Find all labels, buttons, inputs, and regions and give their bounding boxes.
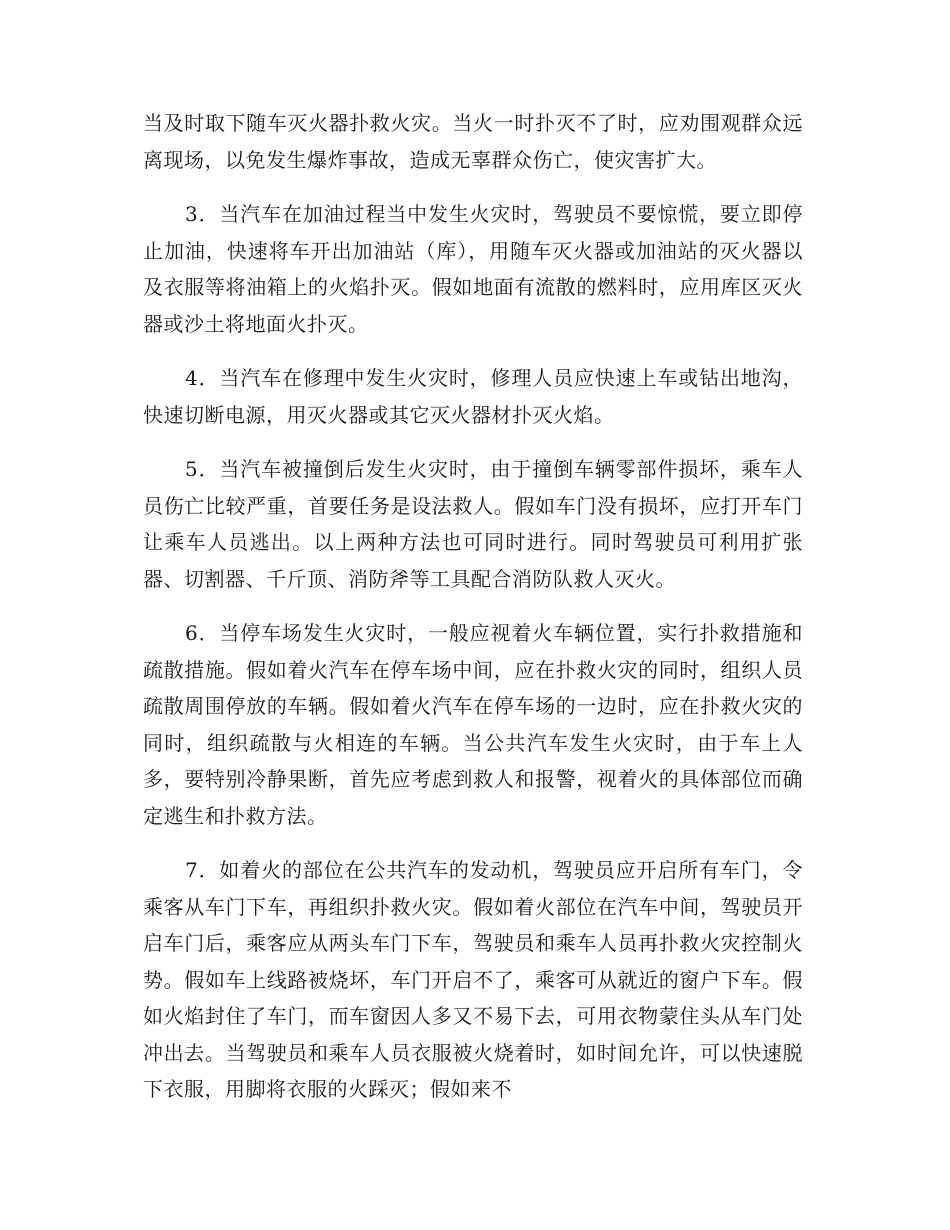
paragraph-item-6: 6．当停车场发生火灾时，一般应视着火车辆位置，实行扑救措施和疏散措施。假如着火汽车在停车场中间，应在扑救火灾的同时，组织人员疏散周围停放的车辆。假如着火汽车在停车场的一边时，应在扑救火灾的同时，组织疏散与火相连的车辆。当公共汽车发生火灾时，由于车上人多，要特别冷静果断，首先应考虑到救人和报警，视着火的具体部位而确定逃生和扑救方法。 (143, 621, 803, 828)
paragraph-item-4: 4．当汽车在修理中发生火灾时，修理人员应快速上车或钻出地沟，快速切断电源，用灭火器或其它灭火器材扑灭火焰。 (143, 366, 803, 427)
paragraph-item-7: 7．如着火的部位在公共汽车的发动机，驾驶员应开启所有车门，令乘客从车门下车，再组织扑救火灾。假如着火部位在汽车中间，驾驶员开启车门后，乘客应从两头车门下车，驾驶员和乘车人员再扑救火灾控制火势。假如车上线路被烧坏，车门开启不了，乘客可从就近的窗户下车。假如火焰封住了车门，而车窗因人多又不易下去，可用衣物蒙住头从车门处冲出去。当驾驶员和乘车人员衣服被火烧着时，如时间允许，可以快速脱下衣服，用脚将衣服的火踩灭；假如来不 (143, 858, 803, 1101)
paragraph-continuation: 当及时取下随车灭火器扑救火灾。当火一时扑灭不了时，应劝围观群众远离现场，以免发生爆炸事故，造成无辜群众伤亡，使灾害扩大。 (143, 111, 803, 172)
paragraph-item-3: 3．当汽车在加油过程当中发生火灾时，驾驶员不要惊慌，要立即停止加油，快速将车开出加油站（库），用随车灭火器或加油站的灭火器以及衣服等将油箱上的火焰扑灭。假如地面有流散的燃料时，应用库区灭火器或沙土将地面火扑灭。 (143, 202, 803, 336)
document-body (143, 105, 803, 1126)
paragraph-item-5: 5．当汽车被撞倒后发生火灾时，由于撞倒车辆零部件损坏，乘车人员伤亡比较严重，首要任务是设法救人。假如车门没有损坏，应打开车门让乘车人员逃出。以上两种方法也可同时进行。同时驾驶员可利用扩张器、切割器、千斤顶、消防斧等工具配合消防队救人灭火。 (143, 457, 803, 591)
